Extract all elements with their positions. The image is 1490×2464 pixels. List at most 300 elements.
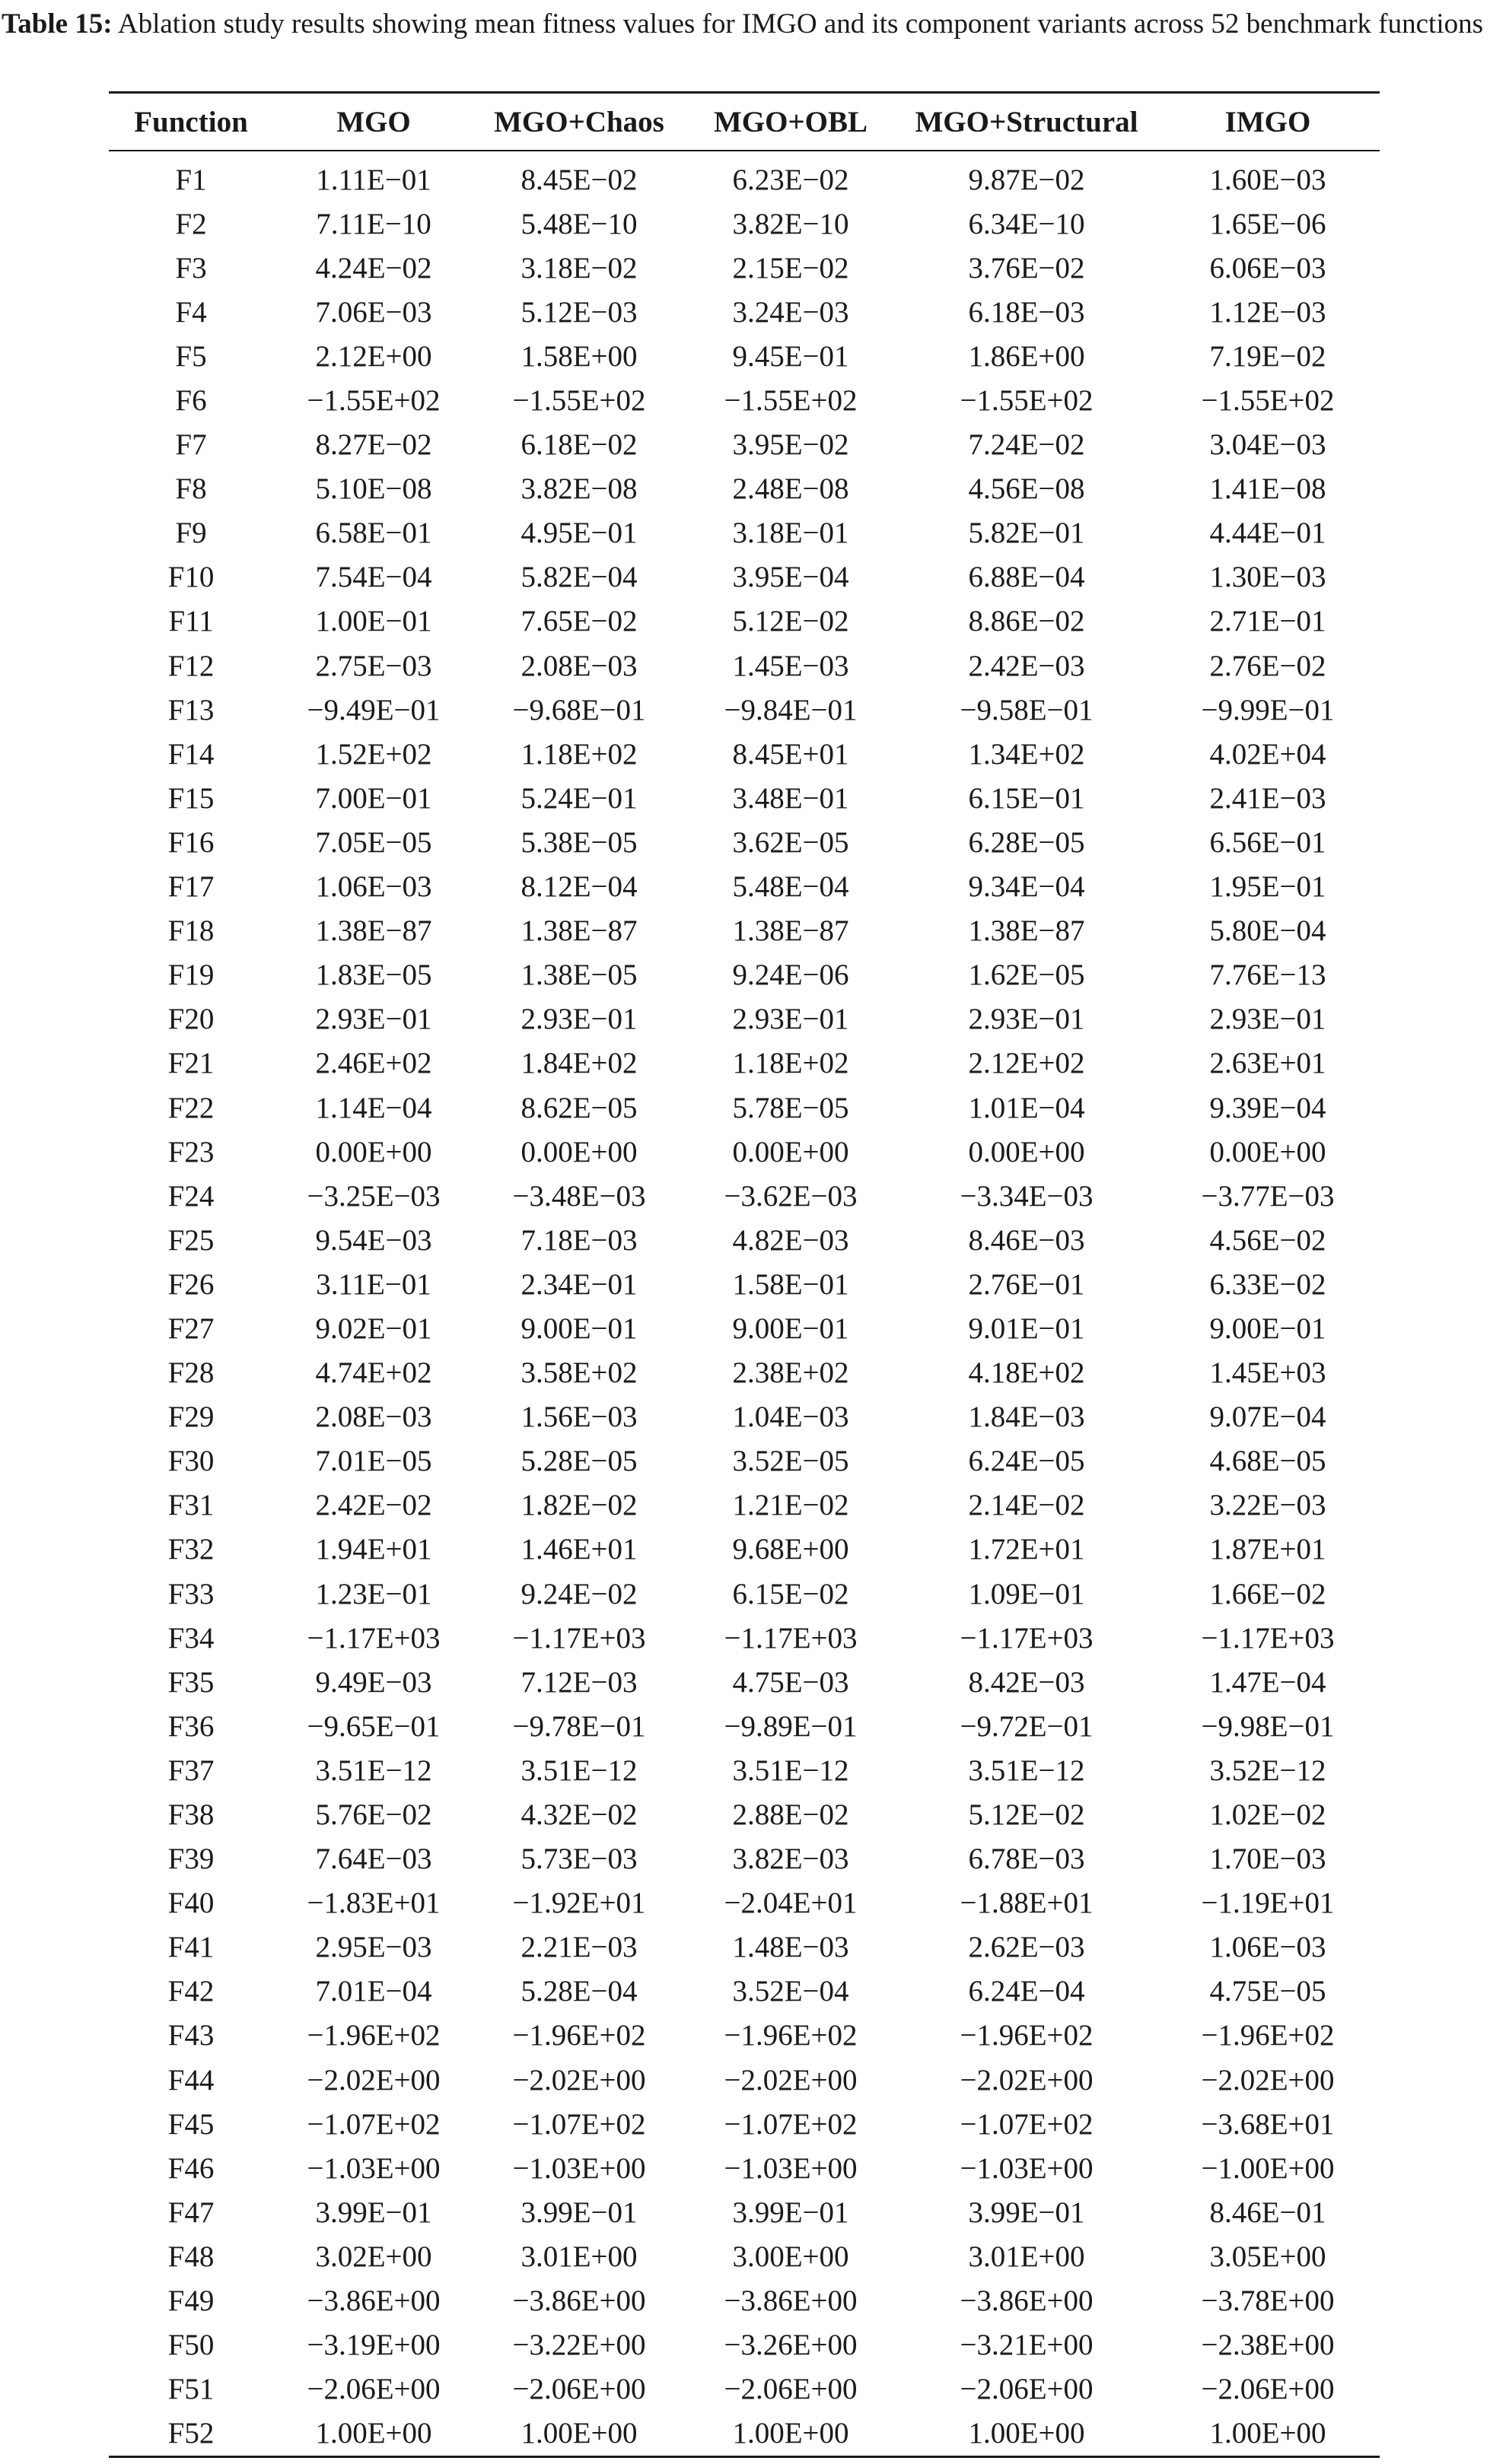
table-row [109,246,1380,290]
function-name-cell: F20 [167,1003,215,1036]
fitness-value-cell: 5.48E−04 [732,870,849,904]
function-name-cell: F27 [167,1311,215,1345]
fitness-value-cell: 3.22E−03 [1209,1489,1326,1522]
table-row [109,1925,1380,1970]
fitness-value-cell: 1.06E−03 [315,870,432,904]
function-name-cell: F35 [167,1665,215,1699]
fitness-value-cell: 8.46E−03 [968,1223,1085,1257]
function-name-cell: F3 [175,251,207,285]
table-row [109,151,1380,202]
fitness-value-cell: 7.76E−13 [1209,959,1326,992]
fitness-value-cell: 7.06E−03 [315,295,432,329]
fitness-value-cell: 2.93E−01 [315,1003,432,1036]
fitness-value-cell: 7.24E−02 [968,428,1085,462]
fitness-value-cell: 9.87E−02 [968,163,1085,196]
table-row [109,2058,1380,2102]
fitness-value-cell: 8.46E−01 [1209,2195,1326,2229]
table-row [109,1970,1380,2014]
fitness-value-cell: 5.12E−03 [521,295,638,329]
fitness-value-cell: 1.09E−01 [968,1577,1085,1610]
fitness-value-cell: 5.76E−02 [315,1798,432,1832]
fitness-value-cell: −1.07E+02 [512,2107,646,2141]
table-row [109,1130,1380,1174]
fitness-value-cell: −1.03E+00 [307,2151,441,2185]
function-name-cell: F23 [167,1135,215,1168]
function-name-cell: F14 [167,737,215,771]
fitness-value-cell: −9.72E−01 [960,1709,1094,1743]
fitness-value-cell: 4.56E−02 [1209,1223,1326,1257]
table-row [109,2102,1380,2146]
fitness-value-cell: 3.99E−01 [732,2195,849,2229]
table-row [109,1704,1380,1748]
table-row [109,997,1380,1041]
fitness-value-cell: −1.55E+02 [512,384,646,418]
fitness-value-cell: 3.51E−12 [732,1753,849,1787]
function-name-cell: F2 [175,207,207,240]
fitness-value-cell: 1.60E−03 [1209,163,1326,196]
fitness-value-cell: −1.19E+01 [1201,1887,1335,1920]
fitness-value-cell: 1.72E+01 [968,1533,1085,1566]
fitness-value-cell: 2.08E−03 [521,649,638,682]
fitness-value-cell: −2.02E+00 [307,2063,441,2097]
fitness-value-cell: 5.24E−01 [521,781,638,815]
fitness-value-cell: 2.08E−03 [315,1401,432,1434]
fitness-value-cell: −1.96E+02 [512,2019,646,2052]
table-row [109,820,1380,864]
table-row [109,2323,1380,2367]
table-row [109,776,1380,820]
fitness-value-cell: 1.21E−02 [732,1489,849,1522]
table-row [109,1218,1380,1262]
fitness-value-cell: 9.68E+00 [732,1533,849,1566]
fitness-value-cell: −9.49E−01 [307,693,441,726]
fitness-value-cell: 5.28E−05 [521,1445,638,1478]
fitness-value-cell: 1.45E−03 [732,649,849,682]
fitness-value-cell: 4.75E−03 [732,1665,849,1699]
function-name-cell: F43 [167,2019,215,2052]
fitness-value-cell: 3.52E−04 [732,1975,849,2008]
fitness-value-cell: 3.52E−12 [1209,1753,1326,1787]
fitness-value-cell: 1.00E+00 [474,2412,684,2457]
fitness-value-cell: −1.96E+02 [960,2019,1094,2052]
fitness-value-cell: −3.77E−03 [1201,1179,1335,1213]
table-row [109,865,1380,909]
fitness-value-cell: 6.24E−04 [968,1975,1085,2008]
function-name-cell: F46 [167,2151,215,2185]
fitness-value-cell: 3.01E+00 [521,2240,638,2273]
fitness-value-cell: −2.06E+00 [960,2373,1094,2406]
table-row [109,2367,1380,2412]
table-caption-label: Table 15: [2,8,113,40]
fitness-value-cell: 1.11E−01 [316,163,431,196]
fitness-value-cell: 1.56E−03 [521,1401,638,1434]
fitness-value-cell: 8.86E−02 [968,605,1085,638]
fitness-value-cell: 2.75E−03 [315,649,432,682]
fitness-value-cell: 2.93E−01 [521,1003,638,1036]
table-row [109,644,1380,688]
table-row [109,1616,1380,1660]
fitness-value-cell: −3.62E−03 [724,1179,858,1213]
fitness-value-cell: 9.45E−01 [732,339,849,373]
fitness-value-cell: −1.07E+02 [960,2107,1094,2141]
fitness-value-cell: 0.00E+00 [1209,1135,1326,1168]
fitness-value-cell: 2.14E−02 [968,1489,1085,1522]
fitness-value-cell: −1.55E+02 [1201,384,1335,418]
function-name-cell: F18 [167,914,215,948]
table-row [109,1262,1380,1306]
fitness-value-cell: −9.99E−01 [1201,693,1335,726]
fitness-value-cell: 1.18E+02 [732,1047,849,1080]
table-row [109,334,1380,378]
function-name-cell: F31 [167,1489,215,1522]
table-header-row [109,93,1380,151]
fitness-value-cell: 1.58E+00 [521,339,638,373]
fitness-value-cell: 1.00E+00 [897,2412,1156,2457]
fitness-value-cell: −3.68E+01 [1201,2107,1335,2141]
function-name-cell: F48 [167,2240,215,2273]
function-name-cell: F22 [167,1091,215,1124]
fitness-value-cell: 1.45E+03 [1209,1356,1326,1390]
fitness-value-cell: −2.06E+00 [724,2373,858,2406]
fitness-value-cell: −3.86E+00 [960,2284,1094,2318]
table-row [109,1748,1380,1792]
fitness-value-cell: 3.51E−12 [968,1753,1085,1787]
fitness-value-cell: 3.62E−05 [732,825,849,859]
fitness-value-cell: 3.18E−01 [732,517,849,550]
fitness-value-cell: 1.00E−01 [315,605,432,638]
table-row [109,1351,1380,1395]
fitness-value-cell: 5.28E−04 [521,1975,638,2008]
fitness-value-cell: 1.06E−03 [1209,1931,1326,1964]
fitness-value-cell: 3.18E−02 [521,251,638,285]
function-name-cell: F26 [167,1267,215,1301]
fitness-value-cell: 1.02E−02 [1209,1798,1326,1832]
fitness-value-cell: 2.71E−01 [1209,605,1326,638]
fitness-value-cell: −1.17E+03 [724,1621,858,1655]
function-name-cell: F36 [167,1709,215,1743]
fitness-value-cell: 2.95E−03 [315,1931,432,1964]
fitness-value-cell: −9.68E−01 [512,693,646,726]
fitness-value-cell: −1.07E+02 [724,2107,858,2141]
fitness-value-cell: −3.25E−03 [307,1179,441,1213]
fitness-value-cell: −9.89E−01 [724,1709,858,1743]
fitness-value-cell: 0.00E+00 [732,1135,849,1168]
table-row [109,511,1380,555]
fitness-value-cell: 8.62E−05 [521,1091,638,1124]
function-name-cell: F37 [167,1753,215,1787]
fitness-value-cell: 1.04E−03 [732,1401,849,1434]
fitness-value-cell: 1.52E+02 [315,737,432,771]
fitness-value-cell: 3.95E−04 [732,561,849,594]
fitness-value-cell: 5.78E−05 [732,1091,849,1124]
fitness-value-cell: 1.38E−87 [732,914,849,948]
fitness-value-cell: 5.10E−08 [315,472,432,506]
fitness-value-cell: 0.00E+00 [315,1135,432,1168]
fitness-value-cell: −1.55E+02 [960,384,1094,418]
fitness-value-cell: 7.00E−01 [315,781,432,815]
table-row [109,202,1380,246]
fitness-value-cell: 8.45E+01 [732,737,849,771]
function-name-cell: F51 [167,2373,215,2406]
column-header: MGO+Structural [897,93,1156,151]
fitness-value-cell: 6.28E−05 [968,825,1085,859]
fitness-value-cell: −9.78E−01 [512,1709,646,1743]
fitness-value-cell: −2.02E+00 [960,2063,1094,2097]
fitness-value-cell: 1.48E−03 [732,1931,849,1964]
fitness-value-cell: 2.41E−03 [1209,781,1326,815]
table-row [109,378,1380,422]
function-name-cell: F33 [167,1577,215,1610]
fitness-value-cell: −3.22E+00 [512,2329,646,2362]
table-row [109,599,1380,644]
table-row [109,953,1380,997]
fitness-value-cell: 7.54E−04 [315,561,432,594]
fitness-value-cell: 1.00E+00 [1156,2412,1380,2457]
fitness-value-cell: 1.34E+02 [968,737,1085,771]
fitness-value-cell: 6.56E−01 [1209,825,1326,859]
function-name-cell: F5 [175,339,207,373]
function-name-cell: F12 [167,649,215,682]
fitness-value-cell: 8.42E−03 [968,1665,1085,1699]
fitness-value-cell: 0.00E+00 [968,1135,1085,1168]
fitness-value-cell: 1.46E+01 [521,1533,638,1566]
fitness-value-cell: 9.00E−01 [521,1311,638,1345]
fitness-value-cell: 1.30E−03 [1209,561,1326,594]
table-row [109,2279,1380,2323]
table-row [109,1660,1380,1704]
function-name-cell: F8 [175,472,207,506]
fitness-value-cell: 2.88E−02 [732,1798,849,1832]
fitness-value-cell: 2.12E+02 [968,1047,1085,1080]
fitness-value-cell: 6.24E−05 [968,1445,1085,1478]
table-row [109,2146,1380,2190]
fitness-value-cell: 6.06E−03 [1209,251,1326,285]
fitness-value-cell: 4.68E−05 [1209,1445,1326,1478]
fitness-value-cell: 3.58E+02 [521,1356,638,1390]
fitness-value-cell: 7.19E−02 [1209,339,1326,373]
fitness-value-cell: 4.24E−02 [315,251,432,285]
fitness-value-cell: 2.12E+00 [315,339,432,373]
fitness-value-cell: 6.23E−02 [732,163,849,196]
fitness-value-cell: 3.51E−12 [315,1753,432,1787]
fitness-value-cell: −1.92E+01 [512,1887,646,1920]
function-name-cell: F9 [175,517,207,550]
fitness-value-cell: 2.42E−02 [315,1489,432,1522]
fitness-value-cell: 6.78E−03 [968,1842,1085,1876]
column-header: MGO [273,93,474,151]
fitness-value-cell: 4.74E+02 [315,1356,432,1390]
fitness-value-cell: 1.83E−05 [315,959,432,992]
fitness-value-cell: 9.24E−02 [521,1577,638,1610]
function-name-cell: F34 [167,1621,215,1655]
fitness-value-cell: −2.06E+00 [512,2373,646,2406]
fitness-value-cell: −2.38E+00 [1201,2329,1335,2362]
fitness-value-cell: 4.95E−01 [521,517,638,550]
table-row [109,1086,1380,1130]
fitness-value-cell: −2.02E+00 [1201,2063,1335,2097]
fitness-value-cell: 3.82E−10 [732,207,849,240]
fitness-value-cell: 7.11E−10 [316,207,431,240]
fitness-value-cell: −3.86E+00 [307,2284,441,2318]
fitness-value-cell: 6.33E−02 [1209,1267,1326,1301]
fitness-value-cell: 6.34E−10 [968,207,1085,240]
table-row [109,2412,1380,2457]
fitness-value-cell: −2.02E+00 [512,2063,646,2097]
fitness-value-cell: 4.02E+04 [1209,737,1326,771]
fitness-value-cell: −1.96E+02 [1201,2019,1335,2052]
fitness-value-cell: 1.62E−05 [968,959,1085,992]
fitness-value-cell: 1.38E−87 [521,914,638,948]
fitness-value-cell: −9.58E−01 [960,693,1094,726]
table-row [109,1881,1380,1925]
fitness-value-cell: −3.48E−03 [512,1179,646,1213]
fitness-value-cell: 1.38E−87 [968,914,1085,948]
fitness-value-cell: 7.01E−04 [315,1975,432,2008]
fitness-value-cell: −3.86E+00 [512,2284,646,2318]
fitness-value-cell: 2.34E−01 [521,1267,638,1301]
fitness-value-cell: −1.17E+03 [307,1621,441,1655]
fitness-value-cell: −3.26E+00 [724,2329,858,2362]
fitness-value-cell: 1.84E−03 [968,1401,1085,1434]
fitness-value-cell: 3.24E−03 [732,295,849,329]
fitness-value-cell: 2.42E−03 [968,649,1085,682]
function-name-cell: F44 [167,2063,215,2097]
function-name-cell: F6 [175,384,207,418]
fitness-value-cell: −1.17E+03 [512,1621,646,1655]
fitness-value-cell: 4.32E−02 [521,1798,638,1832]
fitness-value-cell: 9.24E−06 [732,959,849,992]
table-row [109,2234,1380,2278]
fitness-value-cell: 7.65E−02 [521,605,638,638]
function-name-cell: F15 [167,781,215,815]
table-row [109,1395,1380,1439]
fitness-value-cell: 1.95E−01 [1209,870,1326,904]
fitness-value-cell: 2.15E−02 [732,251,849,285]
table-body [109,151,1380,2456]
function-name-cell: F13 [167,693,215,726]
function-name-cell: F25 [167,1223,215,1257]
fitness-value-cell: 7.18E−03 [521,1223,638,1257]
table-row [109,1174,1380,1218]
fitness-value-cell: 1.18E+02 [521,737,638,771]
function-name-cell: F19 [167,959,215,992]
column-header: MGO+Chaos [474,93,684,151]
fitness-value-cell: 1.14E−04 [315,1091,432,1124]
fitness-value-cell: 3.99E−01 [315,2195,432,2229]
table-row [109,423,1380,467]
fitness-value-cell: 3.82E−08 [521,472,638,506]
table-row [109,1837,1380,1881]
fitness-value-cell: −1.88E+01 [960,1887,1094,1920]
column-header: IMGO [1156,93,1380,151]
fitness-value-cell: 1.66E−02 [1209,1577,1326,1610]
fitness-value-cell: 2.46E+02 [315,1047,432,1080]
fitness-value-cell: −1.83E+01 [307,1887,441,1920]
fitness-value-cell: 6.58E−01 [315,517,432,550]
fitness-value-cell: 1.23E−01 [315,1577,432,1610]
fitness-value-cell: 2.93E−01 [1209,1003,1326,1036]
fitness-value-cell: 1.01E−04 [968,1091,1085,1124]
fitness-value-cell: 8.12E−04 [521,870,638,904]
fitness-value-cell: −1.55E+02 [724,384,858,418]
fitness-value-cell: 1.12E−03 [1209,295,1326,329]
fitness-value-cell: 6.18E−02 [521,428,638,462]
fitness-value-cell: 5.12E−02 [732,605,849,638]
column-header: MGO+OBL [684,93,897,151]
fitness-value-cell: 1.38E−87 [315,914,432,948]
fitness-value-cell: 3.82E−03 [732,1842,849,1876]
fitness-value-cell: 5.80E−04 [1209,914,1326,948]
function-name-cell: F28 [167,1356,215,1390]
fitness-value-cell: 7.05E−05 [315,825,432,859]
table-row [109,1528,1380,1572]
function-name-cell: F32 [167,1533,215,1566]
fitness-value-cell: 3.48E−01 [732,781,849,815]
fitness-value-cell: 2.76E−02 [1209,649,1326,682]
function-name-cell: F39 [167,1842,215,1876]
fitness-value-cell: 2.38E+02 [732,1356,849,1390]
function-name-cell: F11 [168,605,214,638]
table-header [109,93,1380,151]
ablation-results-table [109,91,1380,2458]
fitness-value-cell: 3.99E−01 [521,2195,638,2229]
fitness-value-cell: 1.00E+00 [684,2412,897,2457]
fitness-value-cell: −1.96E+02 [724,2019,858,2052]
fitness-value-cell: 6.15E−01 [968,781,1085,815]
fitness-value-cell: 2.63E+01 [1209,1047,1326,1080]
fitness-value-cell: 2.76E−01 [968,1267,1085,1301]
fitness-value-cell: 3.05E+00 [1209,2240,1326,2273]
function-name-cell: F7 [175,428,207,462]
fitness-value-cell: 3.99E−01 [968,2195,1085,2229]
fitness-value-cell: −2.06E+00 [1201,2373,1335,2406]
fitness-value-cell: −2.06E+00 [307,2373,441,2406]
function-name-cell: F49 [167,2284,215,2318]
function-name-cell: F38 [167,1798,215,1832]
function-name-cell: F16 [167,825,215,859]
fitness-value-cell: 8.27E−02 [315,428,432,462]
fitness-value-cell: 1.70E−03 [1209,1842,1326,1876]
fitness-value-cell: 1.82E−02 [521,1489,638,1522]
fitness-value-cell: −1.17E+03 [960,1621,1094,1655]
fitness-value-cell: 1.94E+01 [315,1533,432,1566]
fitness-value-cell: 1.65E−06 [1209,207,1326,240]
fitness-value-cell: 3.51E−12 [521,1753,638,1787]
table-row [109,1306,1380,1350]
fitness-value-cell: 9.49E−03 [315,1665,432,1699]
fitness-value-cell: −1.03E+00 [960,2151,1094,2185]
fitness-value-cell: 3.00E+00 [732,2240,849,2273]
function-name-cell: F40 [167,1887,215,1920]
fitness-value-cell: 1.38E−05 [521,959,638,992]
fitness-value-cell: −3.34E−03 [960,1179,1094,1213]
fitness-value-cell: 3.11E−01 [316,1267,431,1301]
fitness-value-cell: 4.82E−03 [732,1223,849,1257]
fitness-value-cell: −9.84E−01 [724,693,858,726]
fitness-value-cell: 1.87E+01 [1209,1533,1326,1566]
fitness-value-cell: −1.96E+02 [307,2019,441,2052]
table-row [109,732,1380,776]
table-row [109,688,1380,732]
fitness-value-cell: −9.98E−01 [1201,1709,1335,1743]
table-row [109,909,1380,953]
fitness-value-cell: 2.93E−01 [732,1003,849,1036]
fitness-value-cell: 3.52E−05 [732,1445,849,1478]
fitness-value-cell: 9.34E−04 [968,870,1085,904]
function-name-cell: F42 [167,1975,215,2008]
function-name-cell: F52 [109,2412,273,2457]
fitness-value-cell: 9.01E−01 [968,1311,1085,1345]
